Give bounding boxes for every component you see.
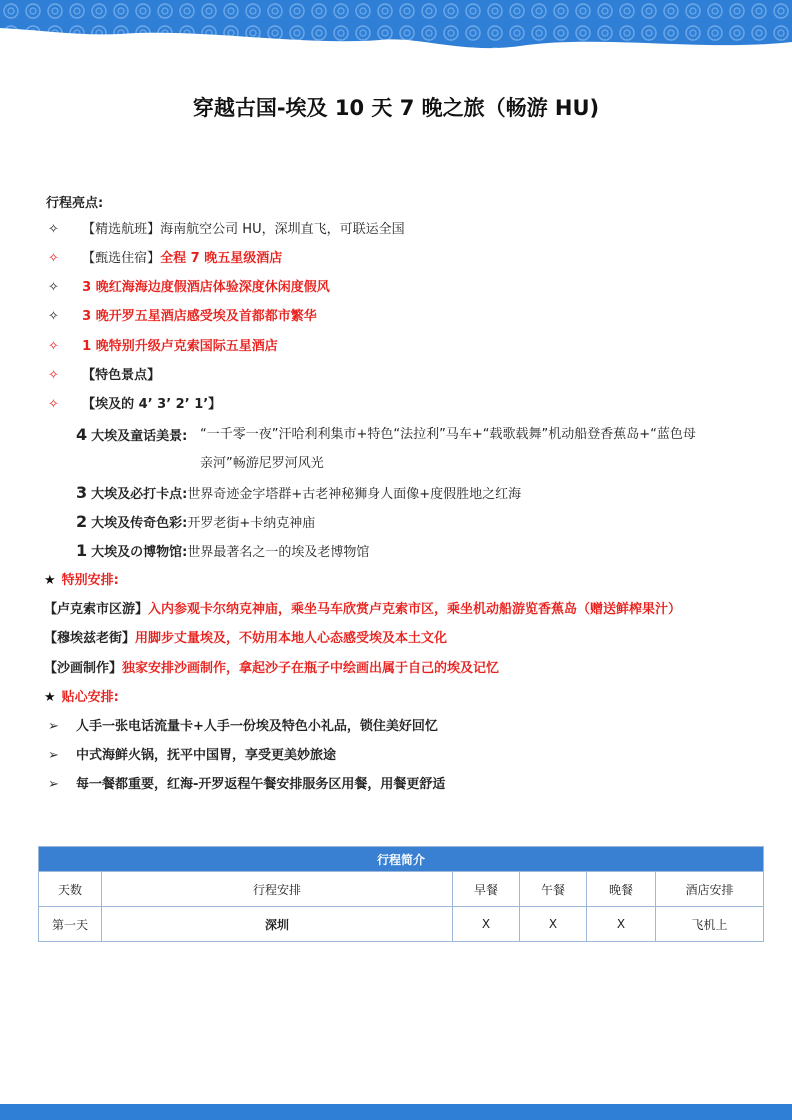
care-item: ➢ 中式海鲜火锅，抚平中国胃，享受更美妙旅途 bbox=[48, 746, 336, 766]
table-caption: 行程简介 bbox=[39, 847, 764, 872]
table-row bbox=[39, 907, 764, 942]
highlight-item: ✧ 【甄选住宿】全程 7 晚五星级酒店 bbox=[48, 249, 282, 269]
page-title: 穿越古国-埃及 10 天 7 晚之旅（畅游 HU) bbox=[192, 96, 600, 120]
highlights-heading: 行程亮点: bbox=[46, 196, 104, 211]
feature-item: 3 大埃及必打卡点:世界奇迹金字塔群+古老神秘狮身人面像+度假胜地之红海 bbox=[76, 483, 522, 502]
sparkle-icon: ✧ bbox=[48, 339, 59, 354]
column-header: 行程安排 bbox=[102, 872, 453, 907]
table-cell: X bbox=[453, 907, 520, 942]
table-cell: 飞机上 bbox=[656, 907, 764, 942]
sparkle-icon: ✧ bbox=[48, 368, 59, 383]
star-icon: ★ bbox=[44, 573, 56, 588]
highlight-item: ✧ 【精选航班】海南航空公司 HU，深圳直飞，可联运全国 bbox=[48, 220, 405, 240]
column-header: 酒店安排 bbox=[656, 872, 764, 907]
sparkle-icon: ✧ bbox=[48, 397, 59, 412]
table-cell: X bbox=[520, 907, 587, 942]
itinerary-table bbox=[38, 846, 764, 942]
highlight-item: ✧ 【埃及的 4’ 3’ 2’ 1’】 bbox=[48, 395, 221, 415]
top-banner-decoration bbox=[0, 0, 792, 56]
table-cell: 第一天 bbox=[39, 907, 102, 942]
highlight-item: ✧ 【特色景点】 bbox=[48, 366, 160, 386]
special-heading: ★ 特别安排: bbox=[44, 573, 119, 588]
table-cell: 深圳 bbox=[102, 907, 453, 942]
column-header: 午餐 bbox=[520, 872, 587, 907]
highlight-item: ✧ 1 晚特别升级卢克索国际五星酒店 bbox=[48, 337, 278, 357]
care-heading: ★ 贴心安排: bbox=[44, 690, 119, 705]
sparkle-icon: ✧ bbox=[48, 222, 59, 237]
column-header: 晚餐 bbox=[587, 872, 656, 907]
arrow-bullet-icon: ➢ bbox=[48, 777, 59, 792]
arrow-bullet-icon: ➢ bbox=[48, 748, 59, 763]
column-header: 早餐 bbox=[453, 872, 520, 907]
special-item: 【卢克索市区游】入内参观卡尔纳克神庙，乘坐马车欣赏卢克索市区，乘坐机动船游览香蕉岛（赠送鲜榨果汁） bbox=[44, 602, 682, 617]
bottom-banner-decoration bbox=[0, 1104, 792, 1120]
care-item: ➢ 每一餐都重要，红海-开罗返程午餐安排服务区用餐，用餐更舒适 bbox=[48, 775, 445, 795]
feature-item: 4 大埃及童话美景: bbox=[76, 425, 188, 444]
table-cell: X bbox=[587, 907, 656, 942]
arrow-bullet-icon: ➢ bbox=[48, 719, 59, 734]
feature-description: “一千零一夜”汗哈利利集市+特色“法拉利”马车+“载歌载舞”机动船登香蕉岛+“蓝色母 亲河”畅游尼罗河风光 bbox=[200, 427, 696, 471]
sparkle-icon: ✧ bbox=[48, 251, 59, 266]
feature-item: 1 大埃及の博物馆:世界最著名之一的埃及老博物馆 bbox=[76, 541, 370, 560]
sparkle-icon: ✧ bbox=[48, 280, 59, 295]
feature-item: 2 大埃及传奇色彩:开罗老街+卡纳克神庙 bbox=[76, 512, 316, 531]
special-item: 【沙画制作】独家安排沙画制作，拿起沙子在瓶子中绘画出属于自己的埃及记忆 bbox=[44, 661, 500, 676]
highlight-item: ✧ 3 晚红海海边度假酒店体验深度休闲度假风 bbox=[48, 278, 330, 298]
care-item: ➢ 人手一张电话流量卡+人手一份埃及特色小礼品，锁住美好回忆 bbox=[48, 717, 438, 737]
table-header-row bbox=[39, 872, 764, 907]
special-item: 【穆埃兹老街】用脚步丈量埃及，不妨用本地人心态感受埃及本土文化 bbox=[44, 631, 448, 646]
highlight-item: ✧ 3 晚开罗五星酒店感受埃及首都都市繁华 bbox=[48, 307, 317, 327]
column-header: 天数 bbox=[39, 872, 102, 907]
star-icon: ★ bbox=[44, 690, 56, 705]
sparkle-icon: ✧ bbox=[48, 309, 59, 324]
